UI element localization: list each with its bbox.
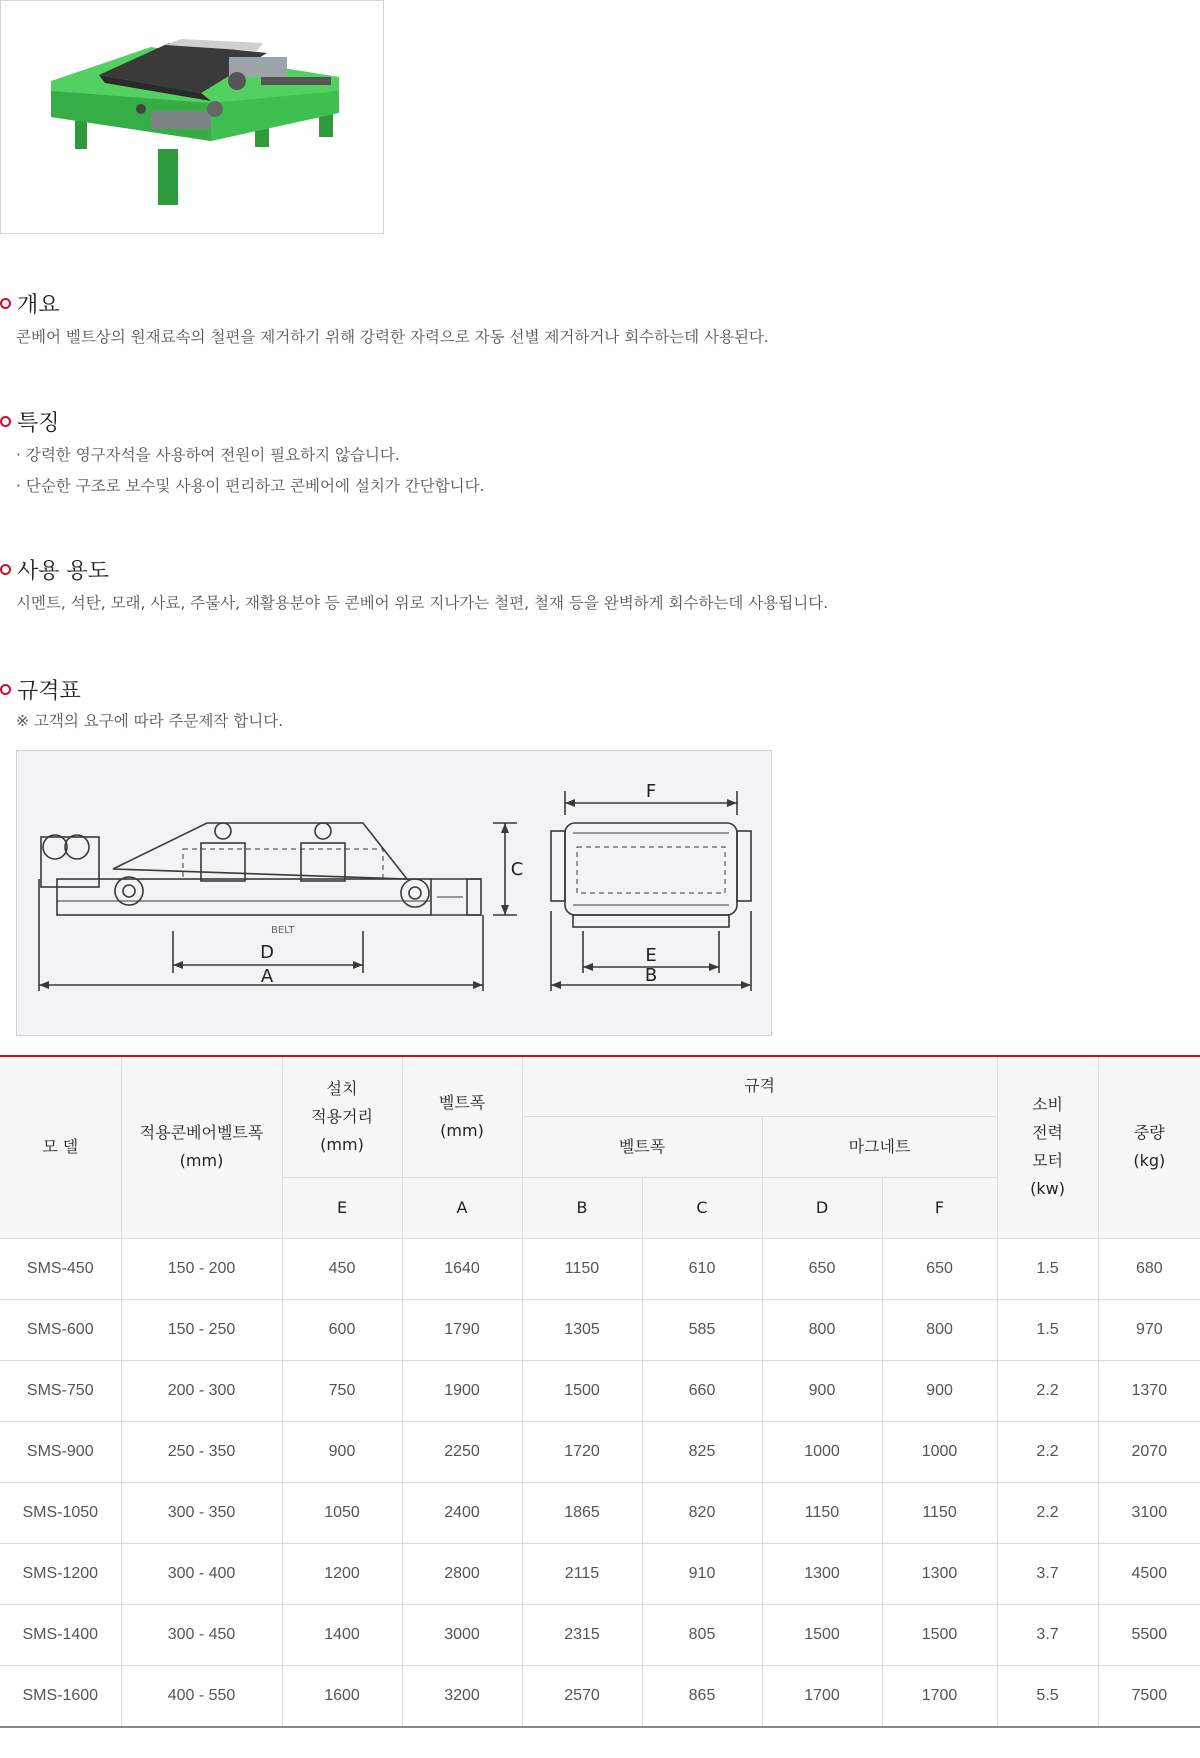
cell-spec-d: 1300 xyxy=(762,1543,882,1604)
cell-spec-f: 1500 xyxy=(882,1604,997,1665)
cell-spec-b: 2315 xyxy=(522,1604,642,1665)
cell-conveyor-width: 150 - 250 xyxy=(121,1299,282,1360)
overview-title-text: 개요 xyxy=(17,292,60,318)
cell-install-distance: 1050 xyxy=(282,1482,402,1543)
cell-belt-width: 1640 xyxy=(402,1238,522,1299)
table-row xyxy=(0,1238,1200,1299)
cell-install-distance: 600 xyxy=(282,1299,402,1360)
header-weight: 중량 (kg) xyxy=(1098,1056,1200,1238)
cell-spec-b: 1720 xyxy=(522,1421,642,1482)
circle-bullet-icon xyxy=(0,416,11,427)
cell-spec-c: 805 xyxy=(642,1604,762,1665)
circle-bullet-icon xyxy=(0,684,11,695)
cell-spec-c: 865 xyxy=(642,1665,762,1727)
cell-belt-width: 2800 xyxy=(402,1543,522,1604)
header-spec-belt: 벨트폭 xyxy=(522,1116,762,1177)
cell-install-distance: 1600 xyxy=(282,1665,402,1727)
cell-belt-width: 3000 xyxy=(402,1604,522,1665)
cell-model: SMS-1050 xyxy=(0,1482,121,1543)
table-row xyxy=(0,1299,1200,1360)
cell-model: SMS-1400 xyxy=(0,1604,121,1665)
cell-spec-f: 800 xyxy=(882,1299,997,1360)
cell-spec-d: 1000 xyxy=(762,1421,882,1482)
cell-spec-d: 1700 xyxy=(762,1665,882,1727)
drawing-label-f: F xyxy=(645,781,657,802)
cell-weight: 2070 xyxy=(1098,1421,1200,1482)
cell-conveyor-width: 400 - 550 xyxy=(121,1665,282,1727)
table-row xyxy=(0,1360,1200,1421)
cell-belt-width: 2250 xyxy=(402,1421,522,1482)
table-row xyxy=(0,1482,1200,1543)
cell-belt-width: 2400 xyxy=(402,1482,522,1543)
section-title-spec xyxy=(0,674,283,704)
section-title-usage xyxy=(0,554,828,584)
cell-model: SMS-1600 xyxy=(0,1665,121,1727)
cell-spec-c: 585 xyxy=(642,1299,762,1360)
header-col-e: E xyxy=(282,1177,402,1238)
cell-power: 2.2 xyxy=(997,1482,1098,1543)
cell-spec-c: 660 xyxy=(642,1360,762,1421)
cell-spec-c: 910 xyxy=(642,1543,762,1604)
cell-spec-f: 900 xyxy=(882,1360,997,1421)
header-col-a: A xyxy=(402,1177,522,1238)
cell-conveyor-width: 200 - 300 xyxy=(121,1360,282,1421)
cell-weight: 3100 xyxy=(1098,1482,1200,1543)
cell-install-distance: 1200 xyxy=(282,1543,402,1604)
cell-model: SMS-900 xyxy=(0,1421,121,1482)
cell-power: 5.5 xyxy=(997,1665,1098,1727)
cell-model: SMS-1200 xyxy=(0,1543,121,1604)
cell-conveyor-width: 300 - 400 xyxy=(121,1543,282,1604)
cell-weight: 7500 xyxy=(1098,1665,1200,1727)
cell-spec-c: 825 xyxy=(642,1421,762,1482)
spec-title-text: 규격표 xyxy=(17,678,81,704)
cell-install-distance: 1400 xyxy=(282,1604,402,1665)
section-title-overview xyxy=(0,288,769,318)
cell-power: 2.2 xyxy=(997,1421,1098,1482)
usage-text: 시멘트, 석탄, 모래, 사료, 주물사, 재활용분야 등 콘베어 위로 지나가는 철편, 철재 등을 완벽하게 회수하는데 사용됩니다. xyxy=(16,594,829,612)
cell-spec-d: 650 xyxy=(762,1238,882,1299)
drawing-label-d: D xyxy=(260,942,274,963)
usage-title-text: 사용 용도 xyxy=(17,558,110,584)
drawing-label-a: A xyxy=(260,966,274,987)
cell-spec-d: 900 xyxy=(762,1360,882,1421)
cell-conveyor-width: 300 - 450 xyxy=(121,1604,282,1665)
dimension-drawing-svg xyxy=(17,751,773,1037)
dimension-drawing xyxy=(16,750,772,1036)
cell-spec-f: 1700 xyxy=(882,1665,997,1727)
cell-belt-width: 1790 xyxy=(402,1299,522,1360)
section-title-features xyxy=(0,406,485,436)
spec-note: ※ 고객의 요구에 따라 주문제작 합니다. xyxy=(16,712,284,730)
cell-conveyor-width: 150 - 200 xyxy=(121,1238,282,1299)
header-spec: 규격 xyxy=(522,1056,997,1116)
cell-spec-d: 1500 xyxy=(762,1604,882,1665)
cell-spec-c: 610 xyxy=(642,1238,762,1299)
cell-install-distance: 750 xyxy=(282,1360,402,1421)
cell-spec-b: 1500 xyxy=(522,1360,642,1421)
cell-power: 2.2 xyxy=(997,1360,1098,1421)
circle-bullet-icon xyxy=(0,564,11,575)
cell-install-distance: 900 xyxy=(282,1421,402,1482)
cell-model: SMS-750 xyxy=(0,1360,121,1421)
header-model: 모 델 xyxy=(0,1056,121,1238)
cell-spec-d: 1150 xyxy=(762,1482,882,1543)
header-conveyor-width: 적용콘베어벨트폭 (mm) xyxy=(121,1056,282,1238)
cell-spec-b: 1305 xyxy=(522,1299,642,1360)
cell-spec-b: 2570 xyxy=(522,1665,642,1727)
header-spec-magnet: 마그네트 xyxy=(762,1116,997,1177)
header-power: 소비 전력 모터 (kw) xyxy=(997,1056,1098,1238)
cell-weight: 680 xyxy=(1098,1238,1200,1299)
table-row xyxy=(0,1543,1200,1604)
drawing-label-c: C xyxy=(510,859,524,880)
cell-weight: 5500 xyxy=(1098,1604,1200,1665)
table-row xyxy=(0,1665,1200,1727)
table-row xyxy=(0,1421,1200,1482)
circle-bullet-icon xyxy=(0,298,11,309)
cell-weight: 970 xyxy=(1098,1299,1200,1360)
cell-conveyor-width: 300 - 350 xyxy=(121,1482,282,1543)
header-col-b: B xyxy=(522,1177,642,1238)
cell-belt-width: 1900 xyxy=(402,1360,522,1421)
overview-text: 콘베어 벨트상의 원재료속의 철편을 제거하기 위해 강력한 자력으로 자동 선별 제거하거나 회수하는데 사용된다. xyxy=(16,328,769,346)
cell-spec-f: 1000 xyxy=(882,1421,997,1482)
cell-weight: 4500 xyxy=(1098,1543,1200,1604)
table-row xyxy=(0,1604,1200,1665)
header-install-distance: 설치 적용거리 (mm) xyxy=(282,1056,402,1177)
magnetic-separator-image xyxy=(1,1,385,235)
cell-weight: 1370 xyxy=(1098,1360,1200,1421)
cell-spec-f: 1300 xyxy=(882,1543,997,1604)
cell-spec-f: 650 xyxy=(882,1238,997,1299)
spec-table xyxy=(0,1055,1200,1728)
cell-power: 3.7 xyxy=(997,1604,1098,1665)
cell-conveyor-width: 250 - 350 xyxy=(121,1421,282,1482)
header-belt-width: 벨트폭 (mm) xyxy=(402,1056,522,1177)
cell-spec-f: 1150 xyxy=(882,1482,997,1543)
drawing-label-b: B xyxy=(644,965,658,986)
features-title-text: 특징 xyxy=(17,410,60,436)
cell-spec-b: 1865 xyxy=(522,1482,642,1543)
cell-install-distance: 450 xyxy=(282,1238,402,1299)
feature-item: · 강력한 영구자석을 사용하여 전원이 필요하지 않습니다. xyxy=(16,446,400,464)
product-photo xyxy=(0,0,384,234)
header-col-f: F xyxy=(882,1177,997,1238)
cell-power: 1.5 xyxy=(997,1299,1098,1360)
cell-power: 3.7 xyxy=(997,1543,1098,1604)
feature-item: · 단순한 구조로 보수및 사용이 편리하고 콘베어에 설치가 간단합니다. xyxy=(16,477,485,495)
cell-spec-c: 820 xyxy=(642,1482,762,1543)
drawing-belt-label: BELT xyxy=(271,925,295,936)
cell-spec-d: 800 xyxy=(762,1299,882,1360)
cell-model: SMS-450 xyxy=(0,1238,121,1299)
cell-power: 1.5 xyxy=(997,1238,1098,1299)
drawing-label-e: E xyxy=(645,945,657,966)
cell-spec-b: 2115 xyxy=(522,1543,642,1604)
cell-model: SMS-600 xyxy=(0,1299,121,1360)
header-col-d: D xyxy=(762,1177,882,1238)
header-col-c: C xyxy=(642,1177,762,1238)
cell-belt-width: 3200 xyxy=(402,1665,522,1727)
cell-spec-b: 1150 xyxy=(522,1238,642,1299)
